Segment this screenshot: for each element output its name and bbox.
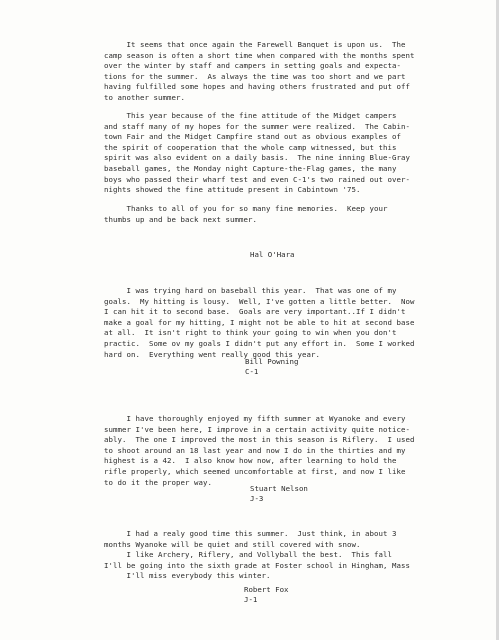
cabin-c1: C-1 (245, 367, 259, 376)
paragraph-baseball: I was trying hard on baseball this year. That was one of my goals. My hitting is lousy. Well, I've gotten a little better. Now I can hit it to second base. Goals are very important..If I didn't make a goal for my hitting, I might not be able to hit at second base at all. It isn't right to think your going to win when you don't practic. Some ov my goals I didn't put any effort in. Some I worked hard on. Everything went really good this year. (104, 286, 415, 359)
signature-bill-powning: Bill Powning (245, 357, 299, 366)
paragraph-riflery: I have thoroughly enjoyed my fifth summer at Wyanoke and every summer I've been here, I improve in a certain activity quite notice- ably. The one I improved the most in this season is Riflery. I used to shoot around an 18 last year and now I do in the thirties and my highest is a 42. I also know how now, after learning to hold the rifle properly, which seemed uncomfortable at first, and now I like to do it the proper way. (104, 414, 415, 487)
signature-robert-fox: Robert Fox (244, 585, 289, 594)
paragraph-thanks: Thanks to all of you for so many fine memories. Keep your thumbs up and be back next summer. (104, 204, 388, 224)
paragraph-midget-campers: This year because of the fine attitude of the Midget campers and staff many of my hopes for the summer were realized. The Cabin- town Fair and the Midget Campfire stand out as obvious examples of the spirit of cooperation that the whole camp witnessed, but this spirit was also evident on a daily basis. The nine inning Blue-Gray baseball games, the Monday night Capture-the-Flag games, the many boys who passed their wharf test and even C-1's two rained out over- nights showed the fine attitude present in Cabintown '75. (104, 111, 410, 195)
signature-hal-ohara: Hal O'Hara (250, 250, 295, 259)
paragraph-good-time: I had a realy good time this summer. Just think, in about 3 months Wyanoke will be quiet and still covered with snow. I like Archery, Riflery, and Vollyball the best. This fall I'll be going into the sixth grade at Foster school in Hingham, Mass I'll miss everybody this winter. (104, 529, 410, 581)
cabin-j3: J-3 (250, 494, 264, 503)
signature-stuart-nelson: Stuart Nelson (250, 484, 308, 493)
paragraph-farewell: It seems that once again the Farewell Banquet is upon us. The camp season is often a short time when compared with the months spent over the winter by staff and campers in setting goals and expecta- tions for the summer. As always the time was too short and we part having fulfilled some hopes and having others frustrated and put off to another summer. (104, 40, 415, 102)
cabin-j1: J-1 (244, 595, 258, 604)
